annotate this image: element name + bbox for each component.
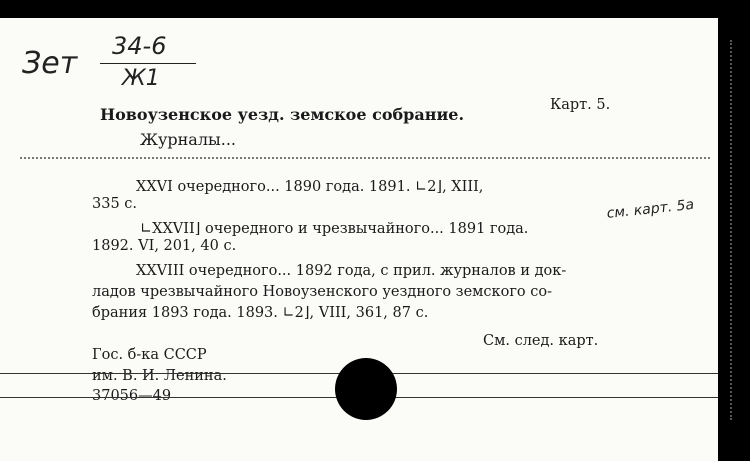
card-number: Карт. 5. xyxy=(550,97,611,113)
entry-2-line-1: ∟XXVII⌋ очередного и чрезвычайного... 1891 года. xyxy=(140,221,529,237)
card-edge-dots xyxy=(730,40,736,420)
heading-title: Новоузенское уезд. земское собрание. xyxy=(100,105,465,124)
shelf-mark-fraction-line xyxy=(100,63,196,64)
library-line-1: Гос. б-ка СССР xyxy=(92,347,207,363)
entry-3-line-1: XXVIII очередного... 1892 года, с прил. журналов и док- xyxy=(136,263,567,279)
library-line-2: им. В. И. Ленина. xyxy=(92,368,227,384)
entry-3-line-2: ладов чрезвычайного Новоузенского уездного земского со- xyxy=(92,284,553,300)
scan-noise-line xyxy=(20,157,710,159)
entry-2-line-2: 1892. VI, 201, 40 с. xyxy=(92,238,237,254)
punch-hole xyxy=(335,358,397,420)
entry-1-line-1: XXVI очередного... 1890 года. 1891. ∟2⌋, XIII, xyxy=(136,179,484,195)
margin-note: см. карт. 5а xyxy=(606,196,695,222)
shelf-mark-top: 34-6 xyxy=(112,32,167,60)
entry-1-line-2: 335 с. xyxy=(92,196,138,212)
catalog-card xyxy=(0,18,718,461)
library-line-3: 37056—49 xyxy=(92,388,172,404)
see-next-card: См. след. карт. xyxy=(483,333,599,349)
heading-subtitle: Журналы... xyxy=(140,130,236,149)
shelf-mark-bottom: Ж1 xyxy=(122,66,160,91)
shelf-mark-left: Зет xyxy=(22,46,78,81)
entry-3-line-3: брания 1893 года. 1893. ∟2⌋, VIII, 361, 87 с. xyxy=(92,305,429,321)
